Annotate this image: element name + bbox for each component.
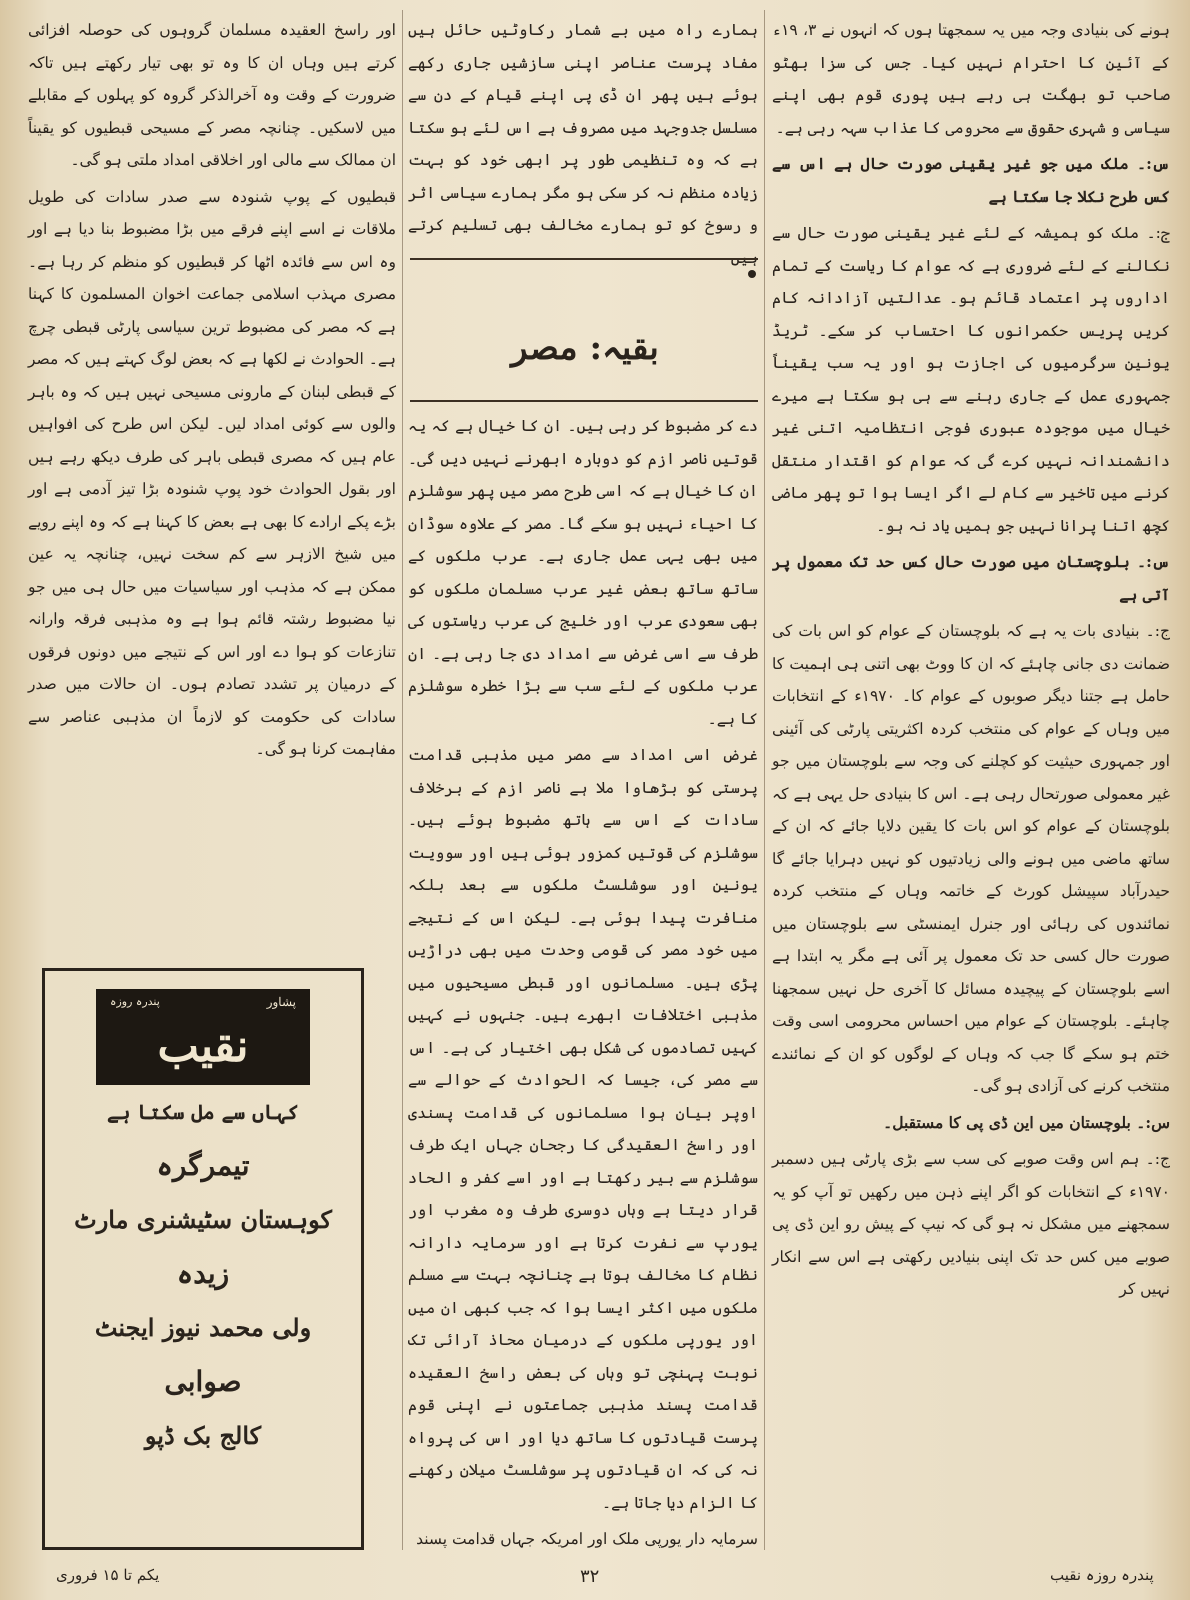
- bullet-dot: [748, 270, 756, 278]
- article-heading: بقیہ: مصر: [511, 328, 659, 368]
- question: س:۔ بلوچستان میں صورت حال کس حد تک معمول پر آتی ہے: [772, 552, 1170, 604]
- logo-name: نقیب: [157, 1021, 249, 1072]
- ad-place: کالج بک ڈپو: [144, 1421, 262, 1450]
- ad-place: صوابی: [164, 1365, 242, 1398]
- paragraph: قبطیوں کے پوپ شنودہ سے صدر سادات کی طویل ملاقات نے اسے اپنے فرقے میں بڑا مضبوط بنا دیا ہے اور وہ اس سے فائدہ اٹھا کر قبطیوں کو منظم کر رہا ہے۔ مصری مہذب اسلامی جماعت اخوان المسلمون کا کہنا ہے کہ مصر کی مضبوط ترین سیاسی پارٹی قبطی چرچ ہے۔ الحوادث نے لکھا ہے کہ بعض لوگ کہتے ہیں کہ مصر کے قبطی لبنان کے مارونی مسیحی نہیں ہیں کہ وہ باہر والوں سے کوئی امداد لیں۔ لیکن اس طرح کی افواہیں عام ہیں کہ مصری قبطی باہر کی طرف دیکھ رہے ہیں اور بقول الحوادث خود پوپ شنودہ بڑا تیز آدمی ہے اور بڑے پکے ارادے کا بھی ہے بعض کا کہنا ہے کہ وہ اپنے رویے میں شیخ الازہر سے کم سخت نہیں، چنانچہ یہ عین ممکن ہے کہ مذہب اور سیاسیات میں حال ہی میں جو نیا مضبوط رشتہ قائم ہوا ہے وہ مذہبی فرقہ وارانہ تنازعات کو ہوا دے اور اس کے نتیجے میں دونوں فرقوں کے درمیان پر تشدد تصادم ہوں۔ ان حالات میں صدر سادات کی حکومت کو لازماً ان مذہبی عناصر سے مفاہمت کرنا ہو گی۔: [28, 187, 396, 758]
- answer: ج:۔ ملک کو ہمیشہ کے لئے غیر یقینی صورت حال سے نکالنے کے لئے ضروری ہے کہ عوام کا ریاست کے تمام اداروں پر اعتماد قائم ہو۔ عدالتیں آزادانہ کام کریں پریس حکمرانوں کا احتساب کر سکے۔ ٹریڈ یونین سرگرمیوں کی اجازت ہو اور یہ سب یقیناً جمہوری عمل کے جاری رہنے سے ہی ہو سکتا ہے میرے خیال میں موجودہ عبوری فوجی انتظامیہ اتنی غیر دانشمندانہ نہیں کرے گی کہ عوام کو اقتدار منتقل کرنے میں تاخیر سے کام لے اگر ایسا ہوا تو پھر ماضی کچھ اتنا پرانا نہیں جو ہمیں یاد نہ ہو۔: [772, 224, 1170, 535]
- middle-top-text: [408, 14, 758, 278]
- column-divider: [402, 10, 403, 1550]
- ad-place: ولی محمد نیوز ایجنٹ: [94, 1313, 312, 1342]
- egypt-article-continued: [28, 14, 396, 770]
- section-rule: [410, 258, 758, 260]
- paragraph: غرض اسی امداد سے مصر میں مذہبی قدامت پرستی کو بڑھاوا ملا ہے ناصر ازم کے برخلاف سادات کے اس سے ہاتھ مضبوط ہوئے ہیں۔ سوشلزم کی قوتیں کمزور ہوئی ہیں اور سوویت یونین اور سوشلسٹ ملکوں سے بعد بلکہ منافرت پیدا ہوئی ہے۔ لیکن اس کے نتیجے میں خود مصر کی قومی وحدت میں بھی دراڑیں پڑی ہیں۔ مسلمانوں اور قبطی مسیحیوں میں مذہبی اختلافات ابھرے ہیں۔ جنہوں نے کہیں کہیں تصادموں کی شکل بھی اختیار کی ہے۔ اس سے مصر کی، جیسا کہ الحوادث کے حوالے سے اوپر بیان ہوا مسلمانوں کی قدامت پسندی اور راسخ العقیدگی کا رجحان جہاں ایک طرف سوشلزم سے بیر رکھتا ہے اور اسے کفر و الحاد قرار دیتا ہے وہاں دوسری طرف وہ مغرب اور یورپ سے نفرت کرتا ہے اور سرمایہ دارانہ نظام کا مخالف ہوتا ہے چنانچہ بہت سے مسلم ملکوں میں اکثر ایسا ہوا کہ جب کبھی ان میں اور یورپی ملکوں کے درمیان محاذ آرائی تک نوبت پہنچی تو وہاں کی بعض راسخ العقیدہ قدامت پسند مذہبی جماعتوں نے اپنی قوم پرست قیادتوں کا ساتھ دیا اور اس کی پرواہ نہ کی کہ ان قیادتوں پر سوشلسٹ میلان رکھنے کا الزام دیا جاتا ہے۔: [408, 746, 758, 1512]
- interview-column: [772, 14, 1170, 1310]
- logo-city: پشاور: [266, 995, 296, 1009]
- column-divider: [764, 10, 765, 1550]
- answer: ج:۔ بنیادی بات یہ ہے کہ بلوچستان کے عوام کو اس بات کی ضمانت دی جانی چاہئے کہ ان کا ووٹ بھی اتنی ہی اہمیت کا حامل ہے جتنا دیگر صوبوں کے عوام کا۔ ۱۹۷۰ء کے انتخابات میں وہاں کے عوام کی منتخب کردہ اکثریتی پارٹی کی آئینی اور جمہوری حیثیت کو کچلنے کی وجہ سے بلوچستان میں جو غیر معمولی صورتحال رہی ہے۔ اس کا بنیادی حل یہی ہے کہ بلوچستان کے عوام کو اس بات کا یقین دلایا جائے کہ ان کے ساتھ ماضی میں ہونے والی زیادتیوں کو نہیں دہرایا جائے گا حیدرآباد سپیشل کورٹ کے خاتمہ وہاں کے منتخب کردہ نمائندوں کی رہائی اور جنرل ایمنسٹی سے بلوچستان میں صورت حال کسی حد تک معمول پر آئی ہے مگر یہ ابتدا ہے اسے بلوچستان کے پیچیدہ مسائل کا آخری حل نہیں سمجھنا چاہئے۔ بلوچستان کے عوام میں احساس محرومی اسی وقت ختم ہو سکے گا جب کہ وہاں کے لوگوں کو ان کے نمائندے منتخب کرنے کی آزادی ہو گی۔: [772, 622, 1170, 1095]
- naqeeb-logo: [96, 989, 310, 1085]
- logo-frequency: پندرہ روزہ: [110, 995, 160, 1008]
- footer-publication: پندرہ روزہ نقیب: [1050, 1566, 1154, 1584]
- paragraph: دے کر مضبوط کر رہی ہیں۔ ان کا خیال ہے کہ یہ قوتیں ناصر ازم کو دوبارہ ابھرنے نہیں دیں گی۔ ان کا خیال ہے کہ اسی طرح مصر میں پھر سوشلزم کا احیاء نہیں ہو سکے گا۔ مصر کے علاوہ سوڈان میں بھی یہی عمل جاری ہے۔ عرب ملکوں کے ساتھ ساتھ بعض غیر عرب مسلمان ملکوں کو بھی سعودی عرب اور خلیج کی عرب ریاستوں کی طرف سے اسی غرض سے امداد دی جا رہی ہے۔ ان عرب ملکوں کے لئے سب سے بڑا خطرہ سوشلزم کا ہے۔: [408, 417, 758, 728]
- question: س:۔ ملک میں جو غیر یقینی صورت حال ہے اس سے کس طرح نکلا جا سکتا ہے: [772, 154, 1170, 206]
- paragraph: ہمارے راہ میں بے شمار رکاوٹیں حائل ہیں مفاد پرست عناصر اپنی سازشیں جاری رکھے ہوئے ہیں پھر ان ڈی پی اپنے قیام کے دن سے مسلسل جدوجہد میں مصروف ہے اس لئے ہو سکتا ہے کہ وہ تنظیمی طور پر ابھی خود کو بہت زیادہ منظم نہ کر سکی ہو مگر ہمارے سیاسی اثر و رسوخ کو تو ہمارے مخالف بھی تسلیم کرتے: [408, 21, 758, 234]
- paragraph: اور راسخ العقیدہ مسلمان گروہوں کی حوصلہ افزائی کرتے ہیں وہاں ان کا وہ تو بھی تیار رکھتے ہیں تاکہ ضرورت کے وقت وہ آخرالذکر گروہ کو پہلوں کے مقابلے میں لاسکیں۔ چنانچہ مصر کے مسیحی قبطیوں کو یقیناً ان ممالک سے مالی اور اخلاقی امداد ملتی ہو گی۔: [28, 21, 396, 169]
- answer: ج:۔ ہم اس وقت صوبے کی سب سے بڑی پارٹی ہیں دسمبر ۱۹۷۰ء کے انتخابات کو اگر اپنے ذہن میں رکھیں تو آپ کو یہ سمجھنے میں مشکل نہ ہو گی کہ نیپ کے پیش رو این ڈی پی صوبے میں کس حد تک اپنی بنیادیں رکھتی ہے اس سے انکار نہیں کر: [772, 1150, 1170, 1298]
- paragraph: ہونے کی بنیادی وجہ میں یہ سمجھتا ہوں کہ انہوں نے ۳، ۱۹ء کے آئین کا احترام نہیں کیا۔ جس کی سزا بھٹو صاحب تو بھگت ہی رہے ہیں پوری قوم بھی اپنے سیاسی و شہری حقوق سے محرومی کا عذاب سہہ رہی ہے۔: [772, 21, 1170, 137]
- ad-place: تیمرگرہ: [156, 1149, 250, 1182]
- footer-date: یکم تا ۱۵ فروری: [56, 1566, 160, 1584]
- ad-place: کوہستان سٹیشنری مارٹ: [74, 1205, 332, 1234]
- section-rule: [410, 400, 758, 402]
- ad-place: زیدہ: [176, 1257, 230, 1290]
- paragraph: سرمایہ دار یورپی ملک اور امریکہ جہاں قدامت پسند: [416, 1530, 758, 1548]
- egypt-article-column: [408, 410, 758, 1560]
- page-number: ۳۲: [580, 1566, 600, 1587]
- question: س:۔ بلوچستان میں این ڈی پی کا مستقبل۔: [883, 1112, 1170, 1132]
- ad-subtitle: کہاں سے مل سکتا ہے: [107, 1100, 299, 1124]
- advertisement-box: [42, 968, 364, 1550]
